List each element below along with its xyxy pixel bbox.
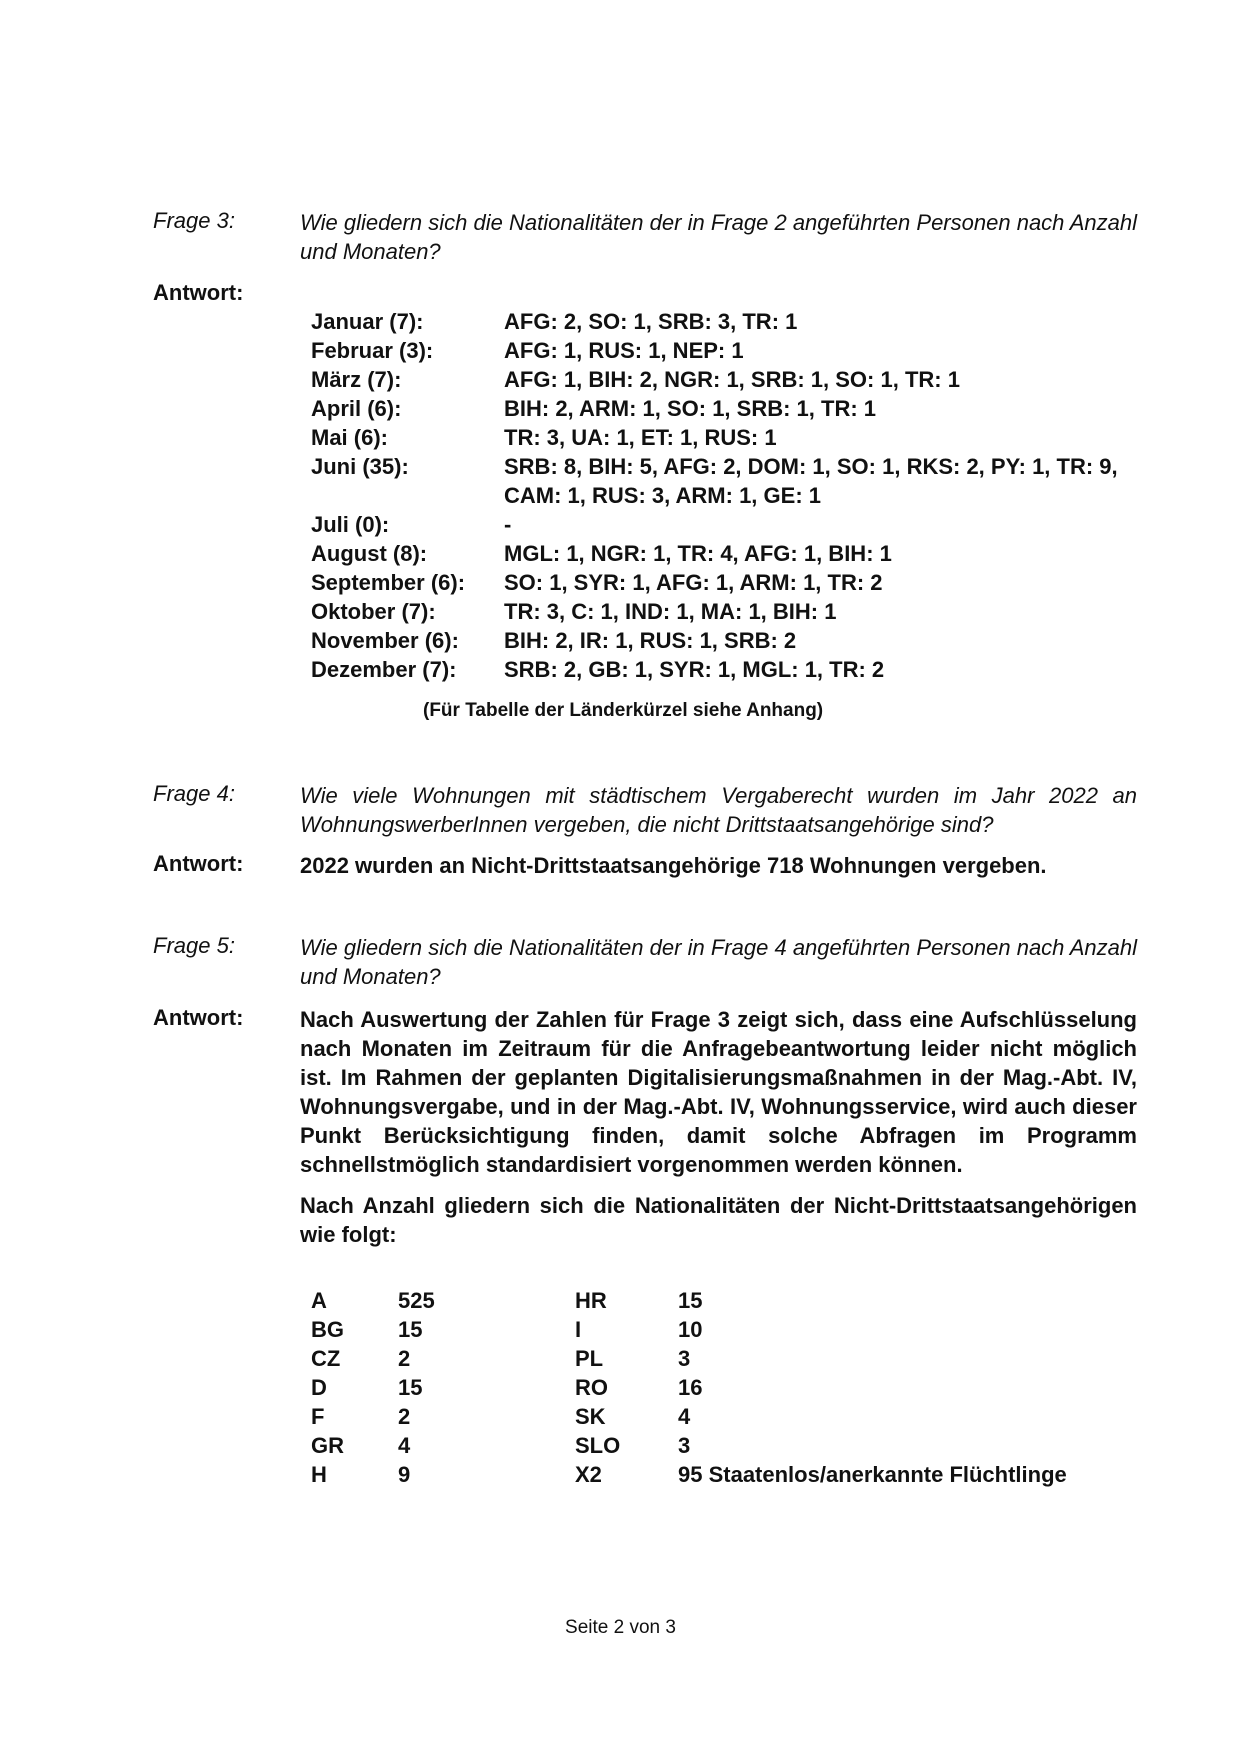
answer-4-text: 2022 wurden an Nicht-Drittstaatsangehörige 718 Wohnungen vergeben. bbox=[300, 853, 1047, 878]
month-label: Oktober (7): bbox=[311, 599, 436, 624]
nationality-count: 15 bbox=[398, 1317, 423, 1342]
nationality-count: 3 bbox=[678, 1346, 691, 1371]
month-nations: AFG: 1, BIH: 2, NGR: 1, SRB: 1, SO: 1, TR: 1 bbox=[504, 367, 960, 392]
month-label: Juli (0): bbox=[311, 512, 390, 537]
month-label: September (6): bbox=[311, 570, 466, 595]
month-label: Dezember (7): bbox=[311, 657, 457, 682]
nationality-code: SK bbox=[575, 1404, 606, 1429]
question-4-text: Wie viele Wohnungen mit städtischem Vergaberecht wurden im Jahr 2022 an WohnungswerberInnen vergeben, die nicht Drittstaatsangehörige sind? bbox=[300, 783, 1137, 837]
month-nations: BIH: 2, IR: 1, RUS: 1, SRB: 2 bbox=[504, 628, 797, 653]
nationality-code: X2 bbox=[575, 1462, 602, 1487]
nationality-code: RO bbox=[575, 1375, 608, 1400]
nationality-code: GR bbox=[311, 1433, 344, 1458]
nationality-code: H bbox=[311, 1462, 327, 1487]
question-4-label: Frage 4: bbox=[153, 781, 235, 806]
question-3-text: Wie gliedern sich die Nationalitäten der in Frage 2 angeführten Personen nach Anzahl und Monaten? bbox=[300, 210, 1137, 264]
nationality-count: 4 bbox=[678, 1404, 691, 1429]
month-label: Januar (7): bbox=[311, 309, 424, 334]
nationality-code: BG bbox=[311, 1317, 344, 1342]
nationality-count: 4 bbox=[398, 1433, 411, 1458]
question-5-text: Wie gliedern sich die Nationalitäten der in Frage 4 angeführten Personen nach Anzahl und Monaten? bbox=[300, 935, 1137, 989]
answer-4-label: Antwort: bbox=[153, 851, 244, 876]
month-nations: TR: 3, UA: 1, ET: 1, RUS: 1 bbox=[504, 425, 777, 450]
month-nations: - bbox=[504, 512, 512, 537]
month-label: Mai (6): bbox=[311, 425, 388, 450]
month-nations: MGL: 1, NGR: 1, TR: 4, AFG: 1, BIH: 1 bbox=[504, 541, 892, 566]
month-nations: SO: 1, SYR: 1, AFG: 1, ARM: 1, TR: 2 bbox=[504, 570, 883, 595]
nationality-code: F bbox=[311, 1404, 325, 1429]
answer-5-label: Antwort: bbox=[153, 1005, 244, 1030]
question-5-label: Frage 5: bbox=[153, 933, 235, 958]
month-label: August (8): bbox=[311, 541, 428, 566]
nationality-code: I bbox=[575, 1317, 582, 1342]
answer-5-paragraph-1: Nach Auswertung der Zahlen für Frage 3 zeigt sich, dass eine Aufschlüsselung nach Monaten im Zeitraum für die Anfragebeantwortung leider nicht möglich ist. Im Rahmen der geplanten Digitalisierungsmaßnahmen in der Mag.-Abt. IV, Wohnungsvergabe, und in der Mag.-Abt. IV, Wohnungsservice, wird auch dieser Punkt Berücksichtigung finden, damit solche Abfragen im Programm schnellstmöglich standardisiert vorgenommen werden können. bbox=[300, 1007, 1137, 1177]
month-label: November (6): bbox=[311, 628, 459, 653]
nationality-count: 15 bbox=[398, 1375, 423, 1400]
nationality-count: 16 bbox=[678, 1375, 703, 1400]
nationality-code: SLO bbox=[575, 1433, 621, 1458]
nationality-count: 525 bbox=[398, 1288, 435, 1313]
nationality-count: 10 bbox=[678, 1317, 703, 1342]
nationality-code: A bbox=[311, 1288, 327, 1313]
nationality-code: CZ bbox=[311, 1346, 341, 1371]
nationality-count: 9 bbox=[398, 1462, 411, 1487]
nationality-code: HR bbox=[575, 1288, 607, 1313]
month-label: März (7): bbox=[311, 367, 402, 392]
nationality-count: 2 bbox=[398, 1404, 411, 1429]
answer-5-paragraph-2: Nach Anzahl gliedern sich die Nationalitäten der Nicht-Drittstaatsangehörigen wie folgt: bbox=[300, 1193, 1137, 1247]
month-label: April (6): bbox=[311, 396, 402, 421]
nationality-code: D bbox=[311, 1375, 327, 1400]
month-nations: AFG: 1, RUS: 1, NEP: 1 bbox=[504, 338, 744, 363]
question-3-label: Frage 3: bbox=[153, 208, 235, 233]
country-codes-note: (Für Tabelle der Länderkürzel siehe Anhang) bbox=[423, 700, 824, 721]
nationality-count: 2 bbox=[398, 1346, 411, 1371]
answer-3-label: Antwort: bbox=[153, 280, 244, 305]
nationality-count: 3 bbox=[678, 1433, 691, 1458]
month-label: Juni (35): bbox=[311, 454, 409, 479]
nationality-code: PL bbox=[575, 1346, 604, 1371]
month-nations: AFG: 2, SO: 1, SRB: 3, TR: 1 bbox=[504, 309, 798, 334]
nationality-count: 95 Staatenlos/anerkannte Flüchtlinge bbox=[678, 1462, 1067, 1487]
month-label: Februar (3): bbox=[311, 338, 434, 363]
month-nations: BIH: 2, ARM: 1, SO: 1, SRB: 1, TR: 1 bbox=[504, 396, 877, 421]
month-nations: SRB: 8, BIH: 5, AFG: 2, DOM: 1, SO: 1, RKS: 2, PY: 1, TR: 9, CAM: 1, RUS: 3, ARM: 1, GE: 1 bbox=[504, 454, 1118, 508]
month-nations: TR: 3, C: 1, IND: 1, MA: 1, BIH: 1 bbox=[504, 599, 837, 624]
page-number-footer: Seite 2 von 3 bbox=[565, 1617, 676, 1638]
nationality-count: 15 bbox=[678, 1288, 703, 1313]
month-nations: SRB: 2, GB: 1, SYR: 1, MGL: 1, TR: 2 bbox=[504, 657, 885, 682]
